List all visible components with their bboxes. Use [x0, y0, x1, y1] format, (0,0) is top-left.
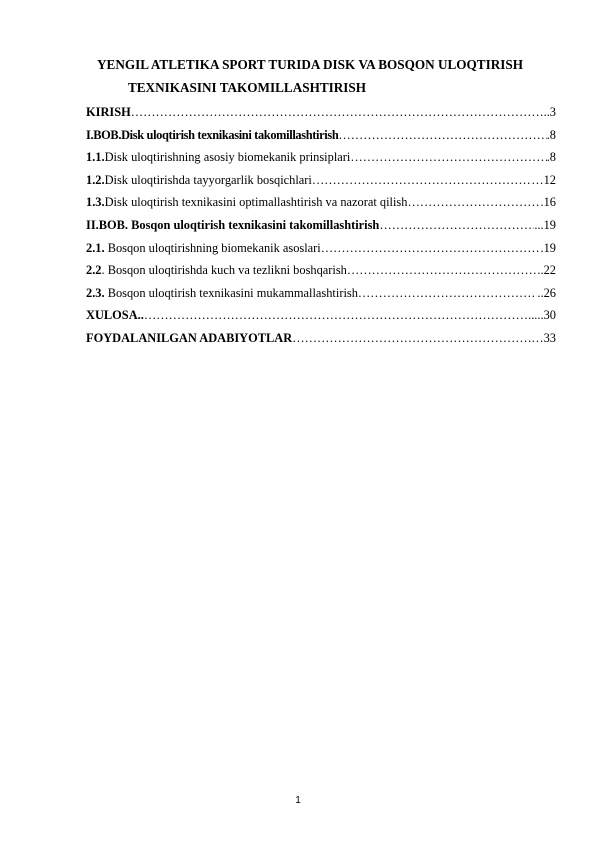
toc-entry-label: XULOSA.. — [86, 308, 144, 323]
toc-dot-leader — [379, 217, 534, 233]
toc-entry-chapter-2[interactable] — [86, 217, 556, 240]
toc-entry-text: . Bosqon uloqtirishda kuch va tezlikni boshqarish — [101, 263, 347, 278]
toc-entry-xulosa[interactable] — [86, 307, 556, 330]
toc-dot-leader — [312, 172, 531, 188]
toc-entry-1-1[interactable] — [86, 149, 556, 172]
toc-dot-leader — [292, 330, 531, 346]
page-number: 1 — [295, 795, 301, 806]
toc-entry-label: KIRISH — [86, 105, 131, 119]
toc-entry-label: II.BOB. Bosqon uloqtirish texnikasini takomillashtirish — [86, 217, 380, 232]
toc-entry-page: .19 — [540, 240, 556, 255]
toc-entry-label — [86, 149, 350, 165]
toc-entry-page: ...19 — [534, 217, 556, 232]
toc-entry-adabiyotlar[interactable] — [86, 330, 556, 353]
toc-entry-number: 1.3. — [86, 195, 105, 210]
toc-entry-2-1[interactable] — [86, 240, 556, 263]
toc-entry-kirish[interactable] — [86, 104, 556, 127]
toc-entry-2-3[interactable] — [86, 285, 556, 308]
toc-entry-1-3[interactable] — [86, 194, 556, 217]
document-title-line-2: TEXNIKASINI TAKOMILLASHTIRISH — [127, 80, 367, 95]
toc-entry-label — [86, 194, 407, 210]
table-of-contents — [86, 104, 556, 353]
toc-dot-leader — [144, 307, 528, 323]
toc-entry-page: .16 — [540, 195, 556, 210]
toc-entry-number: 2.2 — [86, 263, 102, 278]
toc-dot-leader — [407, 194, 540, 210]
toc-entry-text: Bosqon uloqtirish texnikasini mukammallashtirish — [104, 285, 358, 300]
toc-dot-leader — [350, 149, 546, 165]
toc-entry-chapter-1[interactable] — [86, 127, 556, 150]
toc-entry-page: ..3 — [543, 105, 556, 119]
toc-entry-1-2[interactable] — [86, 172, 556, 195]
toc-entry-text: Disk uloqtirishning asosiy biomekanik prinsiplari — [104, 150, 351, 165]
toc-dot-leader — [321, 240, 541, 256]
toc-dot-leader — [358, 285, 538, 301]
toc-entry-text: Disk uloqtirish texnikasini optimallashtirish va nazorat qilish — [104, 195, 408, 210]
toc-entry-number: 1.1. — [86, 150, 105, 165]
toc-entry-page: ..26 — [537, 285, 556, 300]
toc-entry-2-2[interactable] — [86, 262, 556, 285]
toc-entry-label — [86, 172, 312, 188]
toc-entry-page: .8 — [546, 127, 556, 142]
toc-dot-leader — [347, 262, 541, 278]
toc-entry-label: FOYDALANILGAN ADABIYOTLAR — [86, 330, 293, 345]
toc-entry-label — [86, 285, 358, 301]
toc-entry-page: .8 — [546, 150, 556, 165]
toc-entry-page: …12 — [531, 172, 556, 187]
toc-entry-number: 2.3. — [86, 285, 105, 300]
toc-entry-page: …33 — [531, 330, 556, 345]
toc-dot-leader — [338, 127, 546, 143]
toc-entry-number: 1.2. — [86, 172, 105, 187]
toc-entry-page: .22 — [540, 263, 556, 278]
toc-entry-label: I.BOB.Disk uloqtirish texnikasini takomillashtirish — [86, 127, 339, 142]
document-title-line-1: YENGIL ATLETIKA SPORT TURIDA DISK VA BOSQON ULOQTIRISH — [97, 57, 523, 72]
toc-entry-text: Disk uloqtirishda tayyorgarlik bosqichlari — [104, 172, 312, 187]
toc-entry-text: Bosqon uloqtirishning biomekanik asoslari — [104, 240, 321, 255]
toc-entry-number: 2.1. — [86, 240, 105, 255]
toc-entry-label — [86, 240, 321, 256]
toc-entry-page: .....30 — [528, 308, 556, 323]
toc-entry-label — [86, 262, 347, 278]
toc-dot-leader — [131, 104, 544, 120]
